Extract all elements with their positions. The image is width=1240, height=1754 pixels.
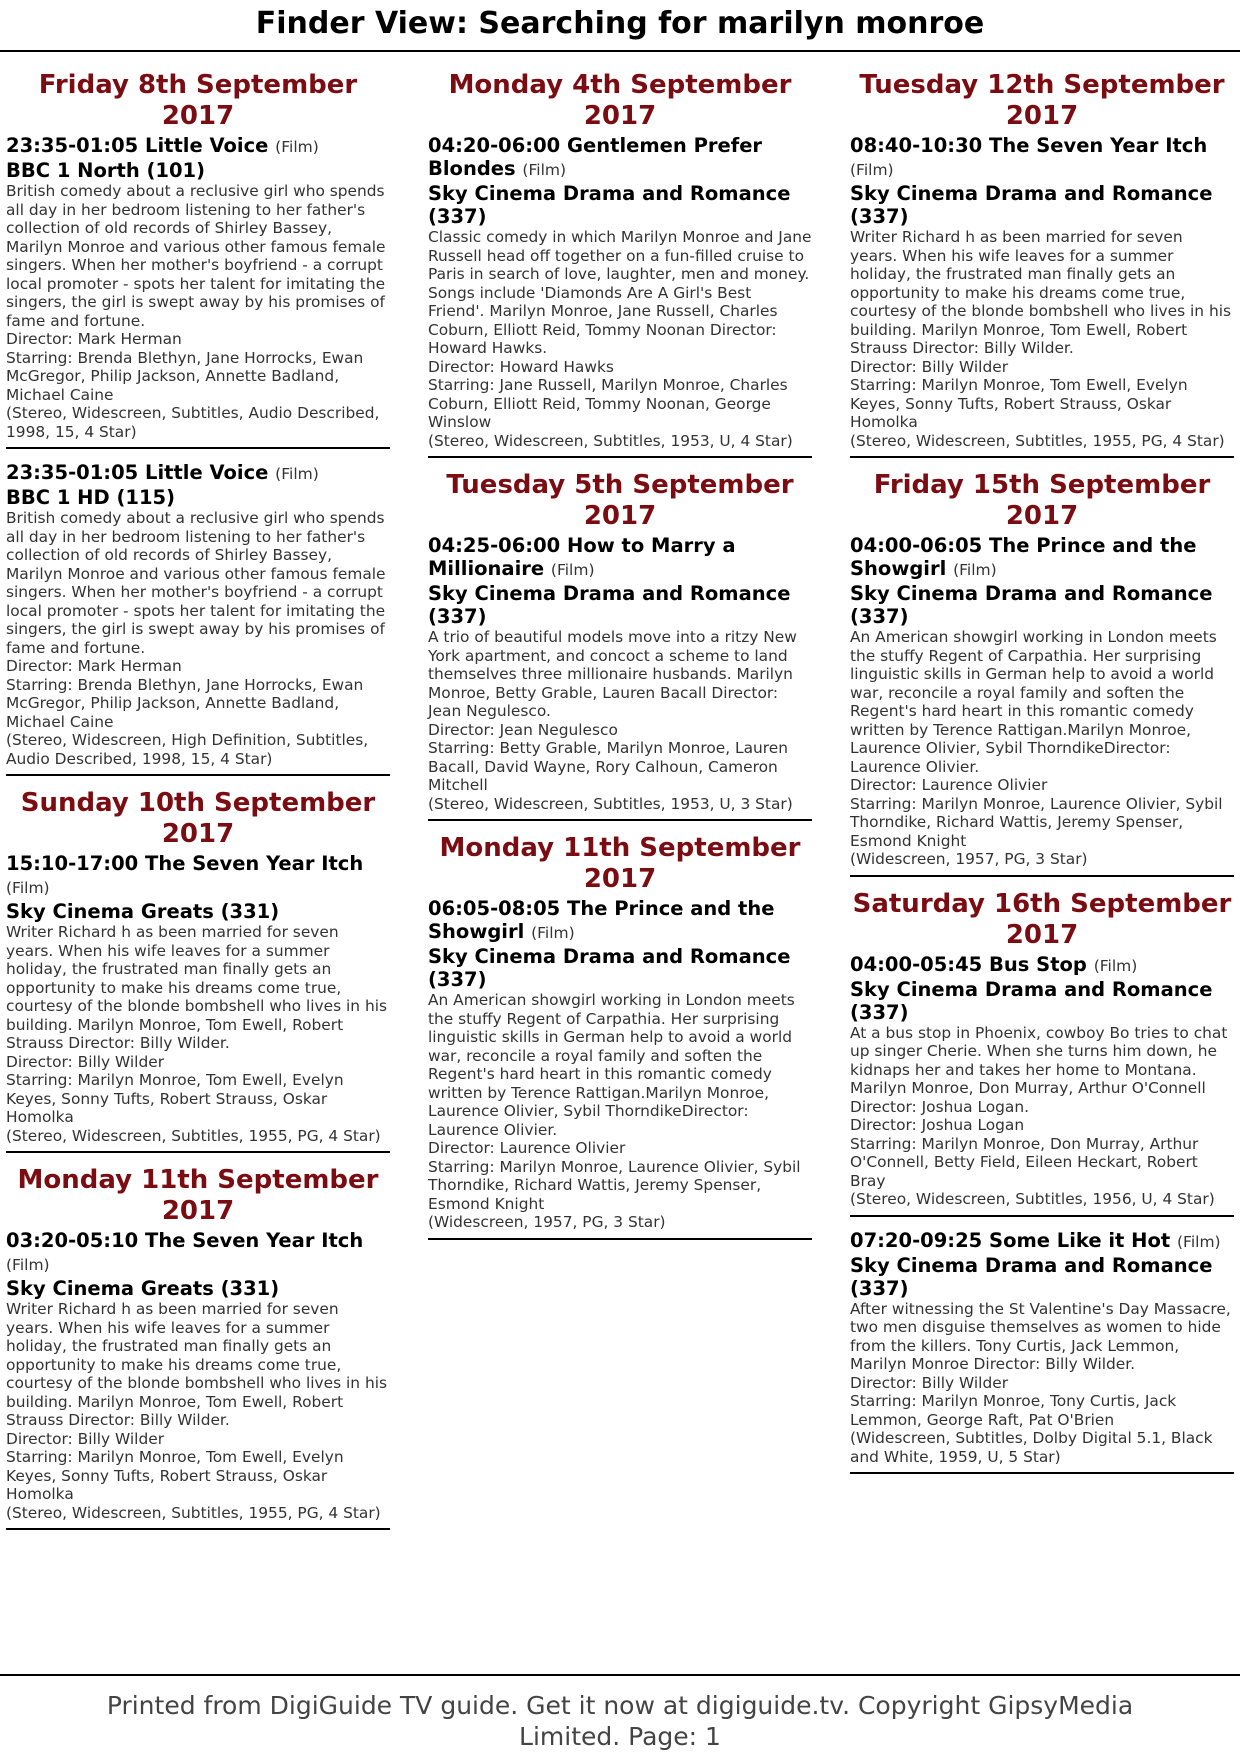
listing-item [6, 461, 390, 776]
programme-time-title: 23:35-01:05 Little Voice [6, 134, 269, 157]
listing-item [428, 534, 812, 821]
listing-item [6, 1229, 390, 1530]
channel-name: Sky Cinema Drama and Romance (337) [428, 945, 791, 991]
footer-divider [0, 1674, 1240, 1676]
starring-line: Starring: Marilyn Monroe, Tony Curtis, Jack Lemmon, George Raft, Pat O'Brien [850, 1392, 1177, 1429]
listing-divider [428, 1238, 812, 1240]
programme-metadata: (Stereo, Widescreen, Subtitles, Audio Described, 1998, 15, 4 Star) [6, 404, 380, 441]
programme-description: Writer Richard h as been married for seven years. When his wife leaves for a summer holiday, the frustrated man finally gets an opportunity to make his dreams come true, courtesy of the blonde bombshell who lives in his building. Marilyn Monroe, Tom Ewell, Robert Strauss Director: Billy Wilder. [6, 923, 388, 1052]
day-header: Tuesday 5th September 2017 [446, 470, 794, 531]
listing-divider [850, 875, 1234, 877]
programme-time-title: 03:20-05:10 The Seven Year Itch [6, 1229, 364, 1252]
listing-divider [6, 774, 390, 776]
film-tag: (Film) [550, 561, 595, 579]
film-tag: (Film) [531, 924, 575, 942]
day-header: Friday 8th September 2017 [38, 70, 358, 131]
listing-item [850, 534, 1234, 877]
director-line: Director: Billy Wilder [6, 1429, 165, 1448]
programme-description: An American showgirl working in London meets the stuffy Regent of Carpathia. Her surprising linguistic skills in German help to avoid a world war, reconcile a royal family and soften the Regent's hard heart in this romantic comedy written by Terence Rattigan.Marilyn Monroe, Laurence Olivier, Sybil ThorndikeDirector: Laurence Olivier. [428, 991, 795, 1139]
starring-line: Starring: Brenda Blethyn, Jane Horrocks, Ewan McGregor, Philip Jackson, Annette Badland, Michael Caine [6, 348, 364, 404]
listing-time-title [6, 134, 390, 159]
day-group [850, 470, 1234, 877]
director-line: Director: Billy Wilder [6, 1052, 165, 1071]
film-tag: (Film) [6, 879, 50, 897]
channel-name: Sky Cinema Drama and Romance (337) [850, 977, 1213, 1024]
film-tag: (Film) [275, 138, 319, 156]
director-line: Director: Jean Negulesco [428, 720, 618, 739]
programme-description: Classic comedy in which Marilyn Monroe and Jane Russell head off together on a fun-filled cruise to Paris in search of love, laughter, men and money. Songs include 'Diamonds Are A Girl's Best Friend'. Marilyn Monroe, Jane Russell, Charles Coburn, Elliott Reid, Tommy Noonan Director: Howard Hawks. [428, 228, 812, 357]
listing-divider [6, 447, 390, 449]
day-group [428, 70, 812, 458]
programme-metadata: (Widescreen, 1957, PG, 3 Star) [850, 850, 1088, 868]
programme-metadata: (Widescreen, 1957, PG, 3 Star) [428, 1213, 666, 1231]
film-tag: (Film) [522, 161, 567, 179]
programme-metadata: (Stereo, Widescreen, Subtitles, 1953, U, 4 Star) [428, 431, 793, 450]
column-1 [6, 70, 390, 1542]
listing-item [428, 897, 812, 1240]
programme-time-title: 06:05-08:05 The Prince and the Showgirl [428, 897, 775, 943]
footer-text: Printed from DigiGuide TV guide. Get it now at digiguide.tv. Copyright GipsyMedia Limited. Page: 1 [106, 1691, 1134, 1751]
programme-time-title: 08:40-10:30 The Seven Year Itch [850, 134, 1208, 157]
listing-divider [428, 456, 812, 458]
starring-line: Starring: Jane Russell, Marilyn Monroe, Charles Coburn, Elliott Reid, Tommy Noonan, George Winslow [428, 376, 788, 431]
day-group [428, 833, 812, 1240]
starring-line: Starring: Marilyn Monroe, Laurence Olivier, Sybil Thorndike, Richard Wattis, Jeremy Spenser, Esmond Knight [428, 1157, 801, 1213]
programme-metadata: (Stereo, Widescreen, Subtitles, 1956, U, 4 Star) [850, 1190, 1215, 1208]
day-header: Sunday 10th September 2017 [20, 788, 376, 849]
starring-line: Starring: Marilyn Monroe, Tom Ewell, Evelyn Keyes, Sonny Tufts, Robert Strauss, Oskar Homolka [6, 1448, 344, 1503]
starring-line: Starring: Betty Grable, Marilyn Monroe, Lauren Bacall, David Wayne, Rory Calhoun, Cameron Mitchell [428, 739, 789, 794]
starring-line: Starring: Brenda Blethyn, Jane Horrocks, Ewan McGregor, Philip Jackson, Annette Badland, Michael Caine [6, 675, 364, 731]
film-tag: (Film) [850, 161, 894, 179]
listing-divider [428, 819, 812, 821]
listing-time-title [850, 1229, 1234, 1254]
programme-metadata: (Stereo, Widescreen, Subtitles, 1955, PG, 4 Star) [6, 1126, 381, 1145]
programme-time-title: 04:00-06:05 The Prince and the Showgirl [850, 534, 1197, 580]
director-line: Director: Laurence Olivier [850, 776, 1048, 794]
film-tag: (Film) [1177, 1232, 1221, 1251]
listing-divider [6, 1528, 390, 1530]
programme-time-title: 15:10-17:00 The Seven Year Itch [6, 852, 364, 875]
day-header: Tuesday 12th September 2017 [859, 70, 1225, 131]
programme-time-title: 04:00-05:45 Bus Stop [850, 952, 1087, 976]
day-group [850, 889, 1234, 1475]
page-title: Finder View: Searching for marilyn monroe [255, 6, 985, 41]
film-tag: (Film) [275, 465, 319, 483]
listing-item [6, 852, 390, 1153]
channel-name: BBC 1 HD (115) [6, 486, 176, 509]
day-header: Friday 15th September 2017 [873, 470, 1211, 531]
channel-name: Sky Cinema Greats (331) [6, 900, 280, 923]
programme-metadata: (Stereo, Widescreen, High Definition, Subtitles, Audio Described, 1998, 15, 4 Star) [6, 731, 369, 768]
channel-name: Sky Cinema Drama and Romance (337) [428, 582, 791, 628]
channel-name: BBC 1 North (101) [6, 159, 206, 182]
starring-line: Starring: Marilyn Monroe, Tom Ewell, Evelyn Keyes, Sonny Tufts, Robert Strauss, Oskar Homolka [850, 376, 1188, 431]
film-tag: (Film) [953, 561, 997, 579]
programme-metadata: (Stereo, Widescreen, Subtitles, 1955, PG, 4 Star) [6, 1503, 381, 1522]
listing-divider [850, 456, 1234, 458]
column-3 [850, 70, 1234, 1486]
programme-description: Writer Richard h as been married for seven years. When his wife leaves for a summer holiday, the frustrated man finally gets an opportunity to make his dreams come true, courtesy of the blonde bombshell who lives in his building. Marilyn Monroe, Tom Ewell, Robert Strauss Director: Billy Wilder. [6, 1300, 388, 1429]
programme-metadata: (Stereo, Widescreen, Subtitles, 1955, PG, 4 Star) [850, 431, 1225, 450]
starring-line: Starring: Marilyn Monroe, Don Murray, Arthur O'Connell, Betty Field, Eileen Heckart, Robert Bray [850, 1134, 1199, 1190]
starring-line: Starring: Marilyn Monroe, Tom Ewell, Evelyn Keyes, Sonny Tufts, Robert Strauss, Oskar Homolka [6, 1071, 344, 1126]
listing-time-title [850, 134, 1234, 182]
programme-time-title: 04:25-06:00 How to Marry a Millionaire [428, 534, 736, 580]
director-line: Director: Laurence Olivier [428, 1139, 626, 1157]
day-header: Saturday 16th September 2017 [852, 888, 1232, 950]
programme-time-title: 04:20-06:00 Gentlemen Prefer Blondes [428, 134, 763, 180]
day-group [850, 70, 1234, 458]
programme-time-title: 23:35-01:05 Little Voice [6, 461, 269, 484]
listing-time-title [850, 534, 1234, 582]
listing-divider [6, 1151, 390, 1153]
programme-time-title: 07:20-09:25 Some Like it Hot [850, 1228, 1171, 1252]
channel-name: Sky Cinema Drama and Romance (337) [428, 182, 791, 228]
director-line: Director: Mark Herman [6, 330, 182, 348]
channel-name: Sky Cinema Drama and Romance (337) [850, 582, 1213, 628]
director-line: Director: Mark Herman [6, 657, 182, 675]
listing-item [428, 134, 812, 458]
listing-time-title [850, 953, 1234, 978]
column-2 [428, 70, 812, 1252]
director-line: Director: Howard Hawks [428, 357, 614, 376]
programme-description: British comedy about a reclusive girl who spends all day in her bedroom listening to her father's collection of old records of Shirley Bassey, Marilyn Monroe and various other famous female singers. When her mother's boyfriend - a corrupt local promoter - spots her talent for imitating the singers, the girl is swept away by his promises of fame and fortune. [6, 182, 386, 330]
listing-item [850, 1229, 1234, 1475]
programme-metadata: (Stereo, Widescreen, Subtitles, 1953, U, 3 Star) [428, 794, 793, 813]
listing-time-title [428, 534, 812, 582]
day-group [6, 70, 390, 776]
channel-name: Sky Cinema Greats (331) [6, 1277, 280, 1300]
day-group [428, 470, 812, 821]
day-header: Monday 11th September 2017 [17, 1165, 379, 1226]
day-group [6, 788, 390, 1153]
programme-description: At a bus stop in Phoenix, cowboy Bo tries to chat up singer Cherie. When she turns him down, he kidnaps her and takes her home to Montana. Marilyn Monroe, Don Murray, Arthur O'Connell Director: Joshua Logan. [850, 1023, 1228, 1116]
listing-time-title [6, 852, 390, 900]
programme-description: Writer Richard h as been married for seven years. When his wife leaves for a summer holiday, the frustrated man finally gets an opportunity to make his dreams come true, courtesy of the blonde bombshell who lives in his building. Marilyn Monroe, Tom Ewell, Robert Strauss Director: Billy Wilder. [850, 228, 1232, 357]
day-header: Monday 11th September 2017 [439, 833, 801, 894]
programme-description: An American showgirl working in London meets the stuffy Regent of Carpathia. Her surprising linguistic skills in German help to avoid a world war, reconcile a royal family and soften the Regent's hard heart in this romantic comedy written by Terence Rattigan.Marilyn Monroe, Laurence Olivier, Sybil ThorndikeDirector: Laurence Olivier. [850, 628, 1217, 776]
listing-item [6, 134, 390, 449]
programme-metadata: (Widescreen, Subtitles, Dolby Digital 5.1, Black and White, 1959, U, 5 Star) [850, 1429, 1213, 1466]
listing-item [850, 953, 1234, 1217]
starring-line: Starring: Marilyn Monroe, Laurence Olivier, Sybil Thorndike, Richard Wattis, Jeremy Spenser, Esmond Knight [850, 794, 1223, 850]
listing-item [850, 134, 1234, 458]
film-tag: (Film) [1093, 956, 1138, 975]
director-line: Director: Billy Wilder [850, 1373, 1009, 1392]
film-tag: (Film) [6, 1256, 50, 1274]
listing-time-title [6, 1229, 390, 1277]
day-group [6, 1165, 390, 1530]
day-header: Monday 4th September 2017 [448, 70, 792, 131]
listing-time-title [428, 134, 812, 182]
title-divider [0, 50, 1240, 52]
programme-description: After witnessing the St Valentine's Day Massacre, two men disguise themselves as women to hide from the killers. Tony Curtis, Jack Lemmon, Marilyn Monroe Director: Billy Wilder. [850, 1299, 1231, 1373]
listing-time-title [6, 461, 390, 486]
channel-name: Sky Cinema Drama and Romance (337) [850, 1253, 1213, 1300]
director-line: Director: Billy Wilder [850, 357, 1009, 376]
programme-description: British comedy about a reclusive girl who spends all day in her bedroom listening to her father's collection of old records of Shirley Bassey, Marilyn Monroe and various other famous female singers. When her mother's boyfriend - a corrupt local promoter - spots her talent for imitating the singers, the girl is swept away by his promises of fame and fortune. [6, 509, 386, 657]
programme-description: A trio of beautiful models move into a ritzy New York apartment, and concoct a scheme to land themselves three millionaire husbands. Marilyn Monroe, Betty Grable, Lauren Bacall Director: Jean Negulesco. [428, 628, 797, 720]
listing-divider [850, 1215, 1234, 1217]
listing-time-title [428, 897, 812, 945]
channel-name: Sky Cinema Drama and Romance (337) [850, 182, 1213, 228]
director-line: Director: Joshua Logan [850, 1116, 1025, 1134]
listing-divider [850, 1472, 1234, 1474]
